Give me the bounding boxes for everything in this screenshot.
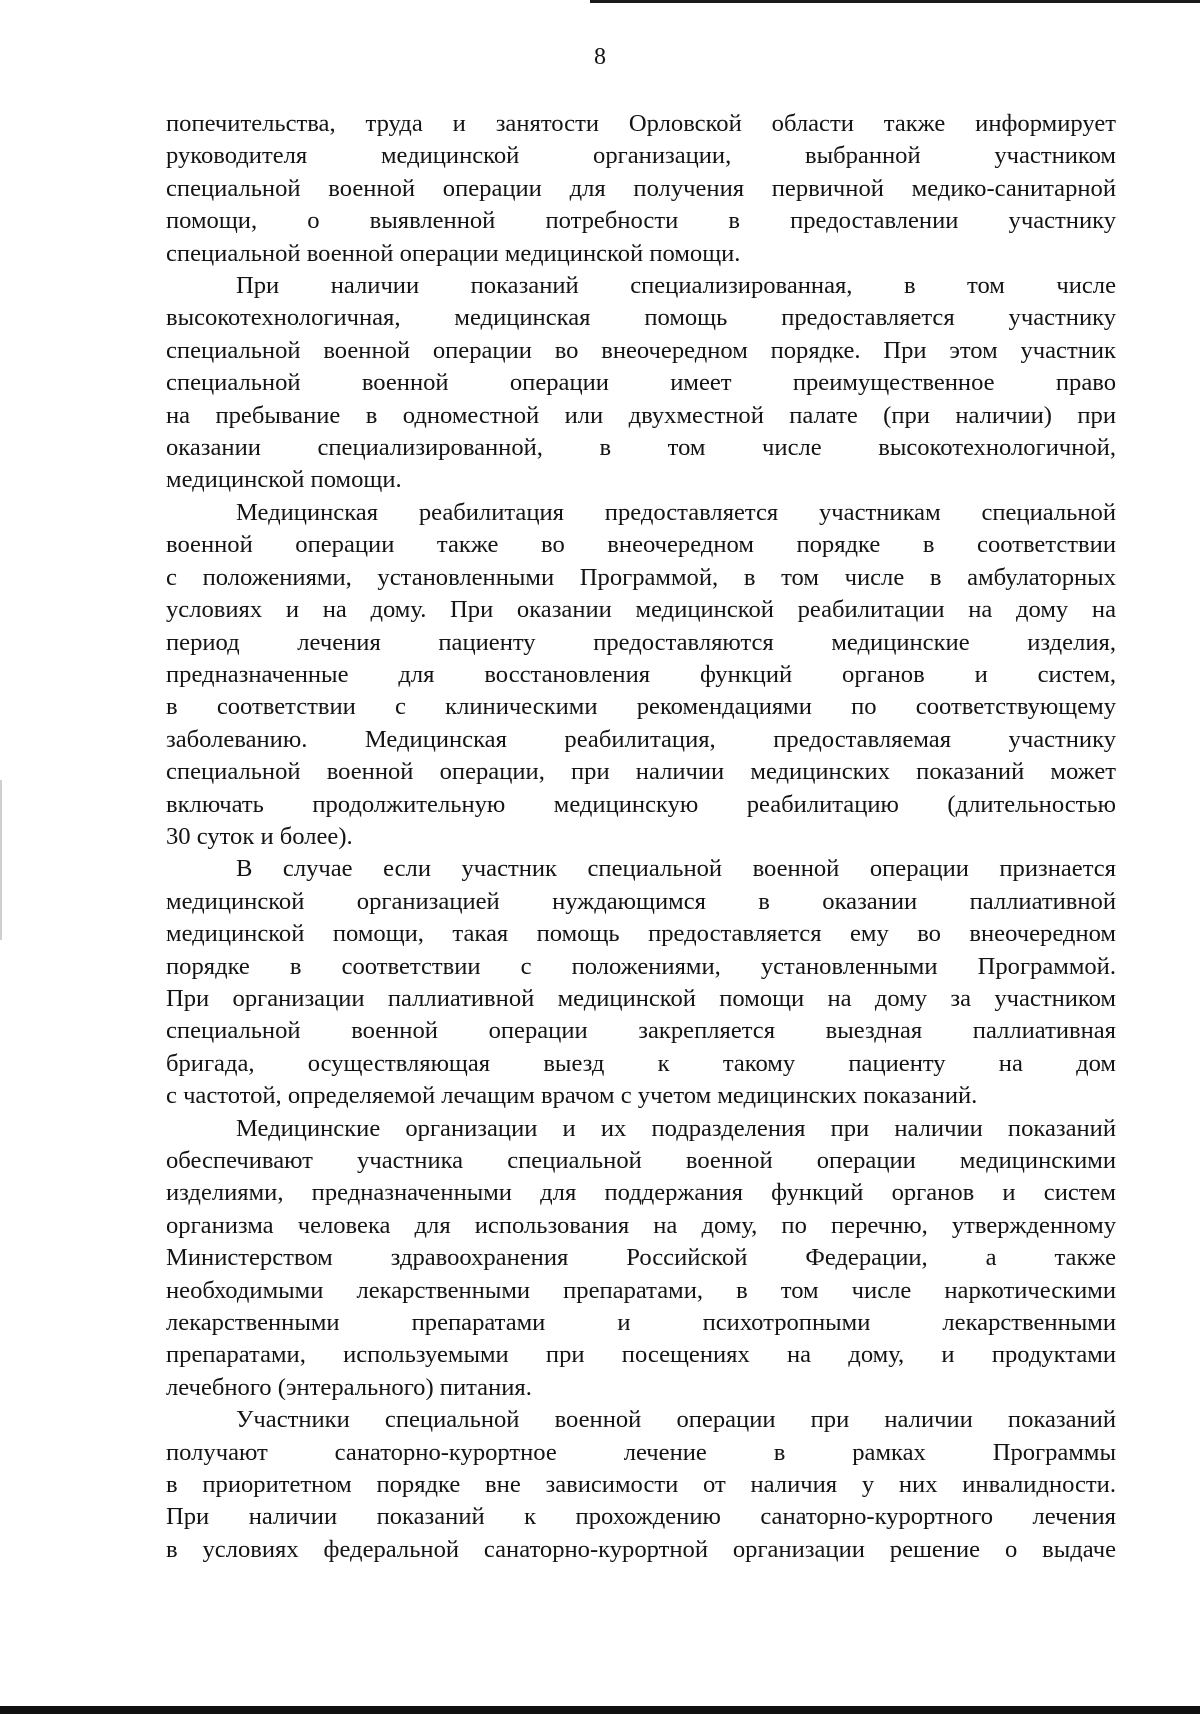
text-line: лекарственными препаратами и психотропными лекарственными — [166, 1309, 1116, 1337]
text-line: При наличии показаний специализированная, в том числе — [236, 272, 1116, 300]
text-line: Медицинские организации и их подразделения при наличии показаний — [236, 1114, 1116, 1142]
text-line: руководителя медицинской организации, выбранной участником — [166, 142, 1116, 170]
text-line: заболеванию. Медицинская реабилитация, предоставляемая участнику — [166, 725, 1116, 753]
text-line: на пребывание в одноместной или двухместной палате (при наличии) при — [166, 401, 1116, 429]
text-line: порядке в соответствии с положениями, установленными Программой. — [166, 952, 1116, 980]
text-line: специальной военной операции имеет преимущественное право — [166, 369, 1116, 397]
text-line: медицинской помощи. — [166, 466, 402, 494]
text-line: обеспечивают участника специальной военной операции медицинскими — [166, 1147, 1116, 1174]
paragraph — [166, 108, 1116, 270]
text-line: При организации паллиативной медицинской помощи на дому за участником — [166, 984, 1116, 1012]
text-line: период лечения пациенту предоставляются медицинские изделия, — [166, 628, 1116, 656]
text-line: предназначенные для восстановления функций органов и систем, — [166, 660, 1116, 688]
text-line: специальной военной операции закрепляется выездная паллиативная — [166, 1017, 1116, 1045]
text-line: изделиями, предназначенными для поддержания функций органов и систем — [166, 1179, 1116, 1207]
text-line: с положениями, установленными Программой, в том числе в амбулаторных — [166, 563, 1116, 591]
text-line: специальной военной операции для получения первичной медико-санитарной — [166, 174, 1116, 202]
text-line: в приоритетном порядке вне зависимости от наличия у них инвалидности. — [166, 1471, 1116, 1499]
text-line: оказании специализированной, в том числе высокотехнологичной, — [166, 434, 1116, 462]
text-line: включать продолжительную медицинскую реабилитацию (длительностью — [166, 790, 1116, 818]
paragraph — [166, 1113, 1116, 1405]
paragraph — [166, 497, 1116, 853]
text-line: препаратами, используемыми при посещениях на дому, и продуктами — [166, 1341, 1116, 1369]
text-line: получают санаторно-курортное лечение в рамках Программы — [166, 1438, 1116, 1466]
text-line: медицинской помощи, такая помощь предоставляется ему во внеочередном — [166, 920, 1116, 948]
text-line: В случае если участник специальной военной операции признается — [236, 855, 1116, 883]
text-line: медицинской организацией нуждающимся в оказании паллиативной — [166, 887, 1116, 915]
text-line: в соответствии с клиническими рекомендациями по соответствующему — [166, 693, 1116, 721]
text-line: необходимыми лекарственными препаратами, в том числе наркотическими — [166, 1276, 1116, 1304]
text-line: Министерством здравоохранения Российской Федерации, а также — [166, 1244, 1116, 1272]
text-line: лечебного (энтерального) питания. — [166, 1373, 532, 1401]
text-line: организма человека для использования на дому, по перечню, утвержденному — [166, 1211, 1116, 1239]
text-line: высокотехнологичная, медицинская помощь предоставляется участнику — [166, 304, 1116, 332]
text-line: помощи, о выявленной потребности в предоставлении участнику — [166, 207, 1116, 235]
document-body — [166, 108, 1116, 1566]
page-number: 8 — [594, 44, 606, 70]
text-line: в условиях федеральной санаторно-курортной организации решение о выдаче — [166, 1535, 1116, 1563]
text-line: 30 суток и более). — [166, 822, 353, 850]
text-line: попечительства, труда и занятости Орловской области также информирует — [166, 110, 1116, 137]
text-line: с частотой, определяемой лечащим врачом с учетом медицинских показаний. — [166, 1082, 978, 1110]
text-line: специальной военной операции, при наличии медицинских показаний может — [166, 758, 1116, 786]
text-line: специальной военной операции медицинской помощи. — [166, 239, 741, 267]
text-line: При наличии показаний к прохождению санаторно-курортного лечения — [166, 1503, 1116, 1531]
paragraph — [166, 1404, 1116, 1566]
text-line: Участники специальной военной операции при наличии показаний — [236, 1406, 1116, 1434]
scan-edge-bottom — [0, 1706, 1200, 1714]
text-line: военной операции также во внеочередном порядке в соответствии — [166, 531, 1116, 559]
text-line: Медицинская реабилитация предоставляется участникам специальной — [236, 498, 1116, 526]
text-line: бригада, осуществляющая выезд к такому пациенту на дом — [166, 1049, 1116, 1077]
scan-edge-top — [590, 0, 1200, 3]
paragraph — [166, 270, 1116, 497]
text-line: специальной военной операции во внеочередном порядке. При этом участник — [166, 336, 1116, 364]
text-line: условиях и на дому. При оказании медицинской реабилитации на дому на — [166, 596, 1116, 624]
paragraph — [166, 853, 1116, 1112]
scan-edge-left — [0, 780, 2, 940]
